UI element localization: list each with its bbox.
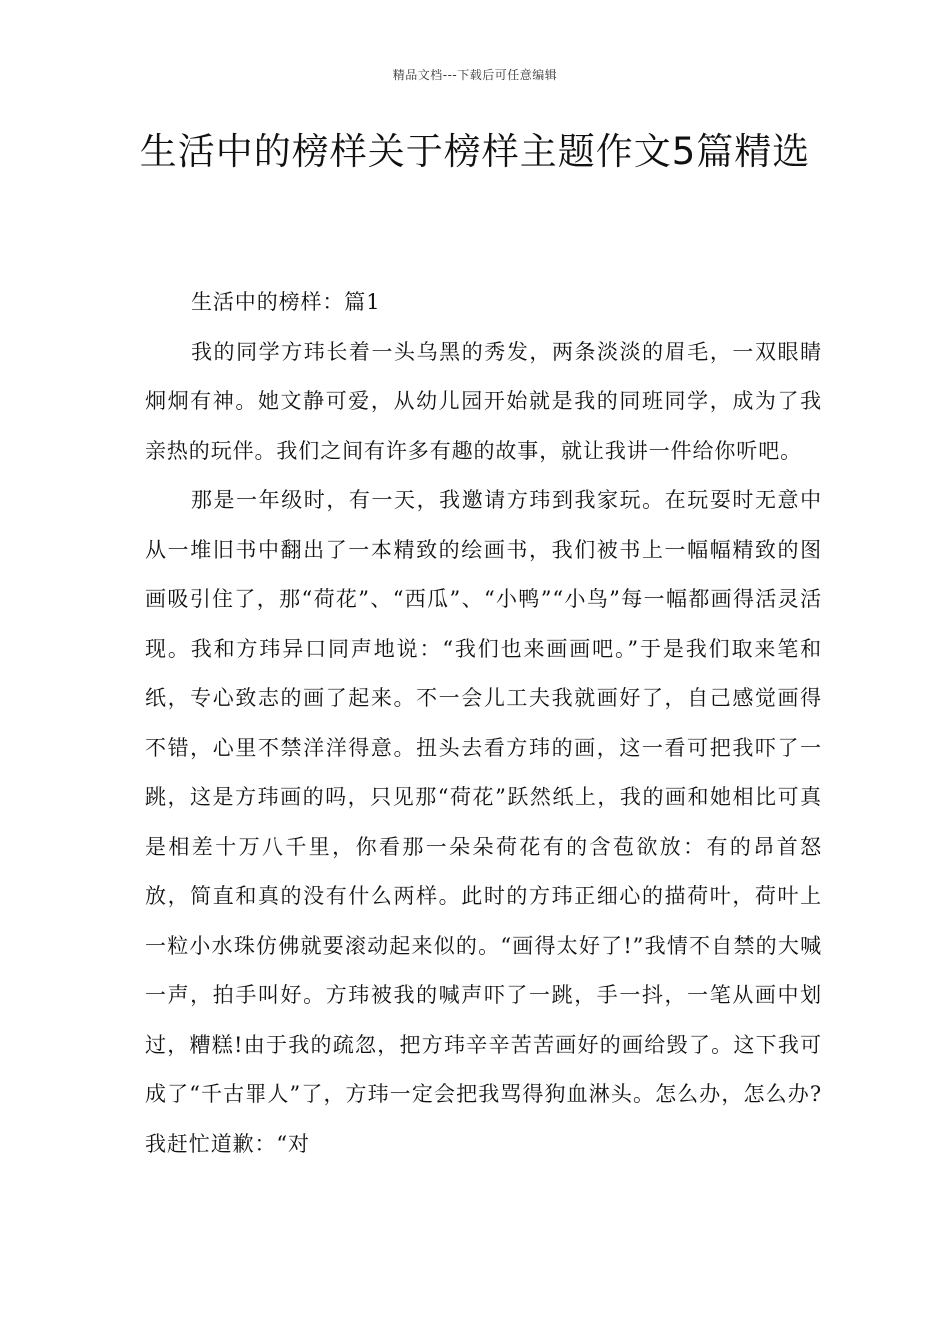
body-paragraph-2: 那是一年级时，有一天，我邀请方玮到我家玩。在玩耍时无意中从一堆旧书中翻出了一本精致的绘画书，我们被书上一幅幅精致的图画吸引住了，那“荷花”、“西瓜”、“小鸭”“小鸟”每一幅都画得活灵活现。我和方玮异口同声地说：“我们也来画画吧。”于是我们取来笔和纸，专心致志的画了起来。不一会儿工夫我就画好了，自己感觉画得不错，心里不禁洋洋得意。扭头去看方玮的画，这一看可把我吓了一跳，这是方玮画的吗，只见那“荷花”跃然纸上，我的画和她相比可真是相差十万八千里，你看那一朵朵荷花有的含苞欲放：有的昂首怒放，简直和真的没有什么两样。此时的方玮正细心的描荷叶，荷叶上一粒小水珠仿佛就要滚动起来似的。“画得太好了!”我情不自禁的大喊一声，拍手叫好。方玮被我的喊声吓了一跳，手一抖，一笔从画中划过，糟糕!由于我的疏忽，把方玮辛辛苦苦画好的画给毁了。这下我可成了“千古罪人”了，方玮一定会把我骂得狗血淋头。怎么办，怎么办?我赶忙道歉：“对: [145, 488, 822, 1156]
header-note: 精品文档---下载后可任意编辑: [392, 68, 558, 82]
document-title: 生活中的榜样关于榜样主题作文5篇精选: [139, 130, 811, 173]
section-heading: 生活中的榜样：篇1: [191, 290, 381, 314]
document-body: [145, 278, 822, 1169]
body-paragraph-1: 我的同学方玮长着一头乌黑的秀发，两条淡淡的眉毛，一双眼睛炯炯有神。她文静可爱，从幼儿园开始就是我的同班同学，成为了我亲热的玩伴。我们之间有许多有趣的故事，就让我讲一件给你听吧。: [145, 339, 822, 463]
